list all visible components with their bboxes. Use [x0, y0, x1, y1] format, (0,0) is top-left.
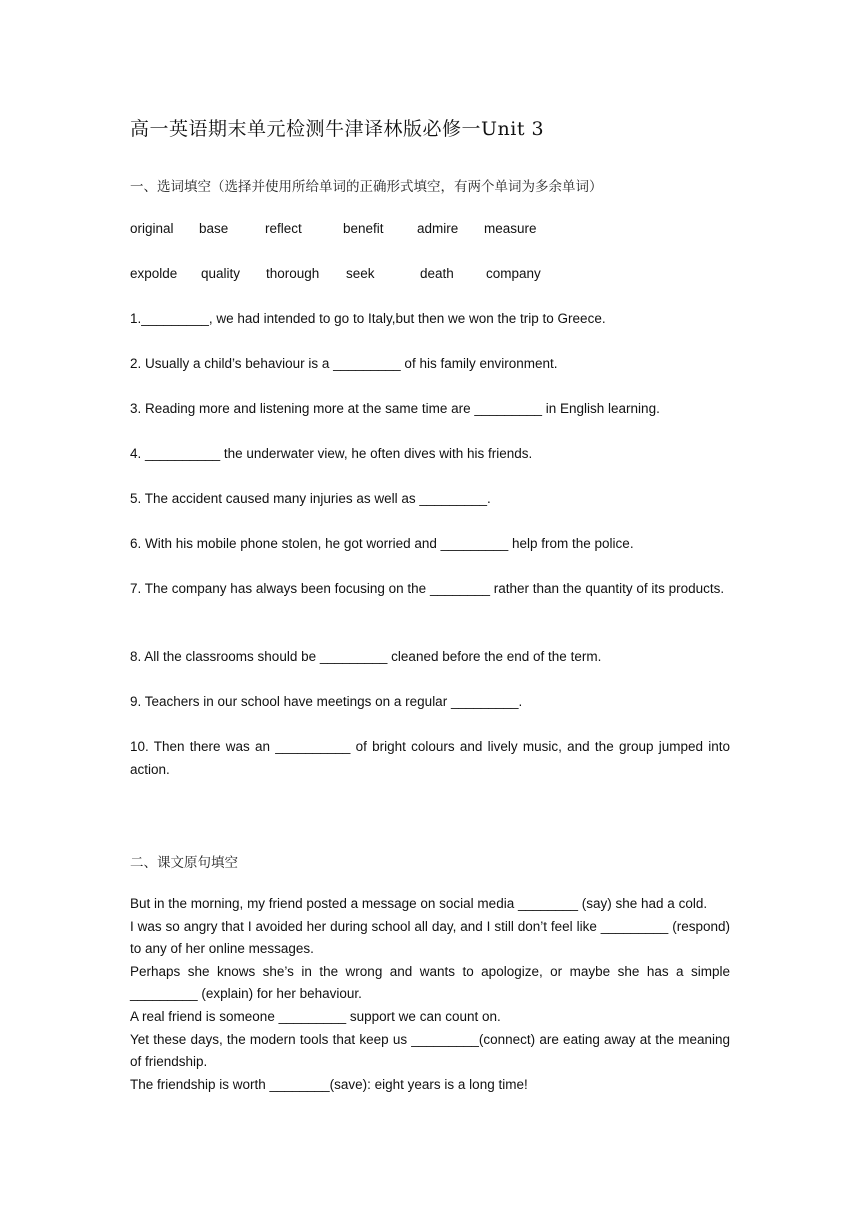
text-sentence-6: The friendship is worth ________(save): eight years is a long time! — [130, 1076, 528, 1092]
question-7: 7. The company has always been focusing on the ________ rather than the quantity of its products. — [130, 581, 725, 596]
word-bank-item: reflect — [265, 221, 302, 236]
section-2-sentences — [130, 893, 730, 1096]
text-sentence-2: I was so angry that I avoided her during school all day, and I still don’t feel like _________ (respond) to any of her online messages. — [130, 918, 730, 957]
question-4: 4. __________ the underwater view, he often dives with his friends. — [130, 446, 533, 461]
question-1: 1._________, we had intended to go to Italy,but then we won the trip to Greece. — [130, 311, 606, 326]
word-bank-item: base — [199, 221, 229, 236]
word-bank-item: measure — [484, 221, 537, 236]
word-bank-item: company — [486, 266, 541, 281]
text-sentence-3: Perhaps she knows she’s in the wrong and wants to apologize, or maybe she has a simple _________ (explain) for her behaviour. — [130, 963, 730, 1002]
question-6: 6. With his mobile phone stolen, he got worried and _________ help from the police. — [130, 536, 634, 551]
word-bank-item: benefit — [343, 221, 384, 236]
word-bank-item: thorough — [266, 266, 320, 281]
text-sentence-4: A real friend is someone _________ support we can count on. — [130, 1008, 501, 1024]
word-bank-item: original — [130, 221, 174, 236]
question-10: 10. Then there was an __________ of bright colours and lively music, and the group jumped into action. — [130, 739, 730, 777]
word-bank-item: death — [420, 266, 454, 281]
question-5: 5. The accident caused many injuries as well as _________. — [130, 491, 491, 506]
text-sentence-5: Yet these days, the modern tools that keep us _________(connect) are eating away at the meaning of friendship. — [130, 1031, 730, 1070]
question-2: 2. Usually a child’s behaviour is a _________ of his family environment. — [130, 356, 558, 371]
word-bank-item: expolde — [130, 266, 178, 281]
section-1-heading: 一、选词填空（选择并使用所给单词的正确形式填空，有两个单词为多余单词） — [130, 179, 603, 195]
document-title: 高一英语期末单元检测牛津译林版必修一Unit 3 — [130, 118, 545, 140]
word-bank-item: admire — [417, 221, 459, 236]
question-3: 3. Reading more and listening more at the same time are _________ in English learning. — [130, 401, 660, 416]
question-8: 8. All the classrooms should be _________ cleaned before the end of the term. — [130, 649, 602, 664]
word-bank-item: seek — [346, 266, 375, 281]
section-2-heading: 二、课文原句填空 — [130, 855, 238, 871]
text-sentence-1: But in the morning, my friend posted a message on social media ________ (say) she had a cold. — [130, 896, 708, 911]
question-9: 9. Teachers in our school have meetings on a regular _________. — [130, 694, 523, 709]
word-bank-item: quality — [201, 266, 241, 281]
